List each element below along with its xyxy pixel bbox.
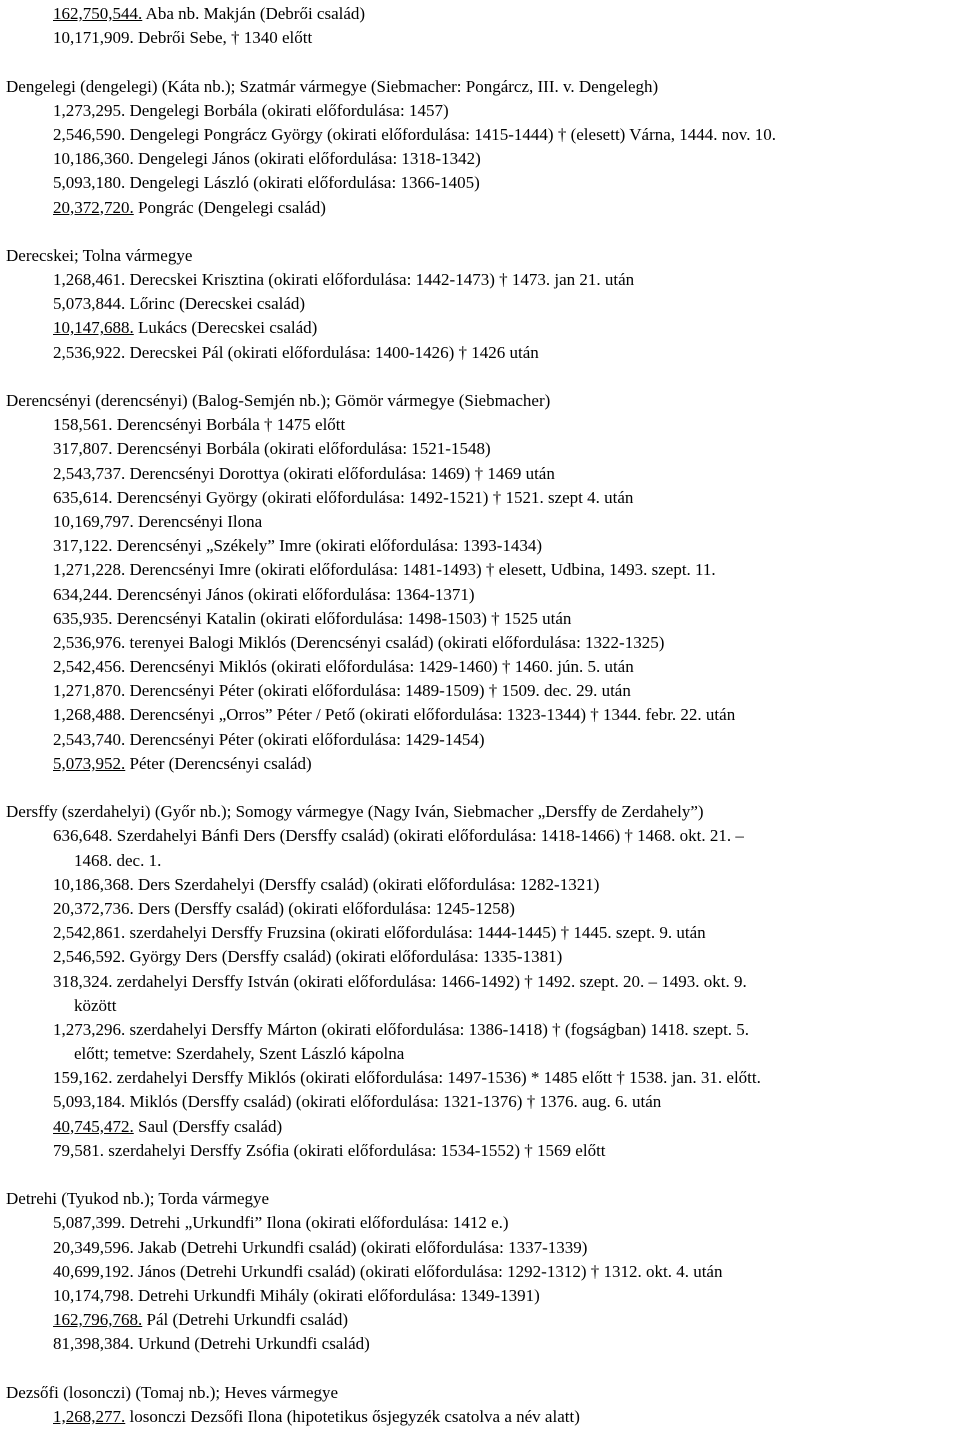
person-entry xyxy=(6,1236,956,1260)
person-entry xyxy=(6,99,956,123)
person-entry xyxy=(6,316,956,340)
person-description: Derencsényi Katalin (okirati előfordulása: 1498-1503) † 1525 után xyxy=(112,608,572,628)
ahnentafel-number: 1,273,295. xyxy=(53,100,126,120)
person-entry xyxy=(6,462,956,486)
person-entry xyxy=(6,945,956,969)
ahnentafel-number: 79,581. xyxy=(53,1140,104,1160)
ahnentafel-number: 1,268,488. xyxy=(53,705,126,725)
ahnentafel-number: 10,186,360. xyxy=(53,149,134,169)
ahnentafel-number: 5,073,844. xyxy=(53,294,126,314)
person-description: Dengelegi János (okirati előfordulása: 1318-1342) xyxy=(133,149,481,169)
person-description: Péter (Derencsényi család) xyxy=(125,753,312,773)
person-description: Derencsényi Imre (okirati előfordulása: 1481-1493) † elesett, Udbina, 1493. szept. 11. xyxy=(125,560,716,580)
person-entry xyxy=(6,413,956,437)
person-description: Lukács (Derecskei család) xyxy=(133,318,318,338)
person-entry xyxy=(6,921,956,945)
person-description: losonczi Dezsőfi Ilona (hipotetikus ősjegyzék csatolva a név alatt) xyxy=(125,1406,580,1426)
blank-line xyxy=(6,776,956,800)
person-entry xyxy=(6,147,956,171)
ahnentafel-number: 5,093,184. xyxy=(53,1092,126,1112)
person-description: Derencsényi György (okirati előfordulása: 1492-1521) † 1521. szept 4. után xyxy=(112,487,634,507)
family-heading: Dersffy (szerdahelyi) (Győr nb.); Somogy vármegye (Nagy Iván, Siebmacher „Dersffy de Zerdahely”) xyxy=(6,802,704,822)
person-entry xyxy=(6,1115,956,1139)
ahnentafel-number: 10,186,368. xyxy=(53,874,134,894)
document-page xyxy=(6,2,956,1429)
family-heading: Derecskei; Tolna vármegye xyxy=(6,245,193,265)
person-entry xyxy=(6,486,956,510)
person-entry xyxy=(6,1211,956,1235)
person-description: zerdahelyi Dersffy Miklós (okirati előfordulása: 1497-1536) * 1485 előtt † 1538. jan. 31. előtt. xyxy=(112,1068,761,1088)
person-description: Pál (Detrehi Urkundfi család) xyxy=(142,1310,349,1330)
person-description: Derencsényi János (okirati előfordulása: 1364-1371) xyxy=(112,584,475,604)
ahnentafel-number: 1,271,228. xyxy=(53,560,126,580)
ahnentafel-number: 317,807. xyxy=(53,439,113,459)
person-description: Dengelegi László (okirati előfordulása: 1366-1405) xyxy=(125,173,480,193)
person-description: Saul (Dersffy család) xyxy=(133,1116,283,1136)
blank-line xyxy=(6,50,956,74)
person-entry xyxy=(6,341,956,365)
ahnentafel-number: 20,372,720. xyxy=(53,197,134,217)
person-description: Derencsényi „Székely” Imre (okirati előfordulása: 1393-1434) xyxy=(112,536,543,556)
ahnentafel-number: 40,745,472. xyxy=(53,1116,134,1136)
person-entry xyxy=(6,1139,956,1163)
person-description: Urkund (Detrehi Urkundfi család) xyxy=(133,1334,370,1354)
ahnentafel-number: 2,542,861. xyxy=(53,923,126,943)
person-description: szerdahelyi Dersffy Fruzsina (okirati előfordulása: 1444-1445) † 1445. szept. 9. után xyxy=(125,923,706,943)
person-entry xyxy=(6,655,956,679)
person-entry xyxy=(6,558,956,582)
person-entry xyxy=(6,510,956,534)
person-description: Derencsényi Péter (okirati előfordulása: 1489-1509) † 1509. dec. 29. után xyxy=(125,681,631,701)
person-description: Dengelegi Borbála (okirati előfordulása: 1457) xyxy=(125,100,449,120)
entry-continuation: 1468. dec. 1. xyxy=(74,850,162,870)
ahnentafel-number: 2,536,976. xyxy=(53,632,126,652)
ahnentafel-number: 1,273,296. xyxy=(53,1019,126,1039)
person-description: Derecskei Pál (okirati előfordulása: 1400-1426) † 1426 után xyxy=(125,342,539,362)
person-entry xyxy=(6,1260,956,1284)
person-entry xyxy=(6,1090,956,1114)
family-heading: Detrehi (Tyukod nb.); Torda vármegye xyxy=(6,1189,270,1209)
family-heading: Dengelegi (dengelegi) (Káta nb.); Szatmár vármegye (Siebmacher: Pongárcz, III. v. Dengelegh) xyxy=(6,76,659,96)
person-entry xyxy=(6,824,956,848)
person-description: Ders (Dersffy család) (okirati előfordulása: 1245-1258) xyxy=(133,898,515,918)
ahnentafel-number: 2,543,740. xyxy=(53,729,126,749)
person-description: Dengelegi Pongrácz György (okirati előfordulása: 1415-1444) † (elesett) Várna, 1444. nov. 10. xyxy=(125,124,776,144)
blank-line xyxy=(6,365,956,389)
person-entry xyxy=(6,171,956,195)
blank-line xyxy=(6,1163,956,1187)
person-description: szerdahelyi Dersffy Zsófia (okirati előfordulása: 1534-1552) † 1569 előtt xyxy=(104,1140,606,1160)
ahnentafel-number: 635,935. xyxy=(53,608,113,628)
ahnentafel-number: 635,614. xyxy=(53,487,113,507)
person-description: Detrehi Urkundfi Mihály (okirati előfordulása: 1349-1391) xyxy=(133,1285,540,1305)
person-entry xyxy=(6,1284,956,1308)
person-entry xyxy=(6,970,956,994)
ahnentafel-number: 5,087,399. xyxy=(53,1213,126,1233)
person-description: Pongrác (Dengelegi család) xyxy=(133,197,326,217)
ahnentafel-number: 81,398,384. xyxy=(53,1334,134,1354)
person-entry xyxy=(6,897,956,921)
person-entry xyxy=(6,752,956,776)
person-description: Debrői Sebe, † 1340 előtt xyxy=(133,28,313,48)
ahnentafel-number: 1,268,277. xyxy=(53,1406,126,1426)
person-description: Lőrinc (Derecskei család) xyxy=(125,294,306,314)
person-description: Derencsényi Borbála † 1475 előtt xyxy=(112,415,346,435)
ahnentafel-number: 10,147,688. xyxy=(53,318,134,338)
ahnentafel-number: 317,122. xyxy=(53,536,113,556)
person-entry xyxy=(6,873,956,897)
person-entry xyxy=(6,607,956,631)
ahnentafel-number: 2,546,592. xyxy=(53,947,126,967)
family-heading: Derencsényi (derencsényi) (Balog-Semjén nb.); Gömör vármegye (Siebmacher) xyxy=(6,391,551,410)
ahnentafel-number: 634,244. xyxy=(53,584,113,604)
person-entry xyxy=(6,703,956,727)
person-description: Detrehi „Urkundfi” Ilona (okirati előfordulása: 1412 e.) xyxy=(125,1213,509,1233)
ahnentafel-number: 2,536,922. xyxy=(53,342,126,362)
person-entry xyxy=(6,2,956,26)
person-entry xyxy=(6,1018,956,1042)
ahnentafel-number: 10,174,798. xyxy=(53,1285,134,1305)
person-description: Aba nb. Makján (Debrői család) xyxy=(142,4,366,23)
ahnentafel-number: 20,349,596. xyxy=(53,1237,134,1257)
person-description: Szerdahelyi Bánfi Ders (Dersffy család) (okirati előfordulása: 1418-1466) † 1468. okt. 21. – xyxy=(112,826,744,846)
person-description: György Ders (Dersffy család) (okirati előfordulása: 1335-1381) xyxy=(125,947,563,967)
ahnentafel-number: 636,648. xyxy=(53,826,113,846)
ahnentafel-number: 10,169,797. xyxy=(53,511,134,531)
person-entry xyxy=(6,1405,956,1429)
ahnentafel-number: 20,372,736. xyxy=(53,898,134,918)
person-description: Derencsényi Péter (okirati előfordulása: 1429-1454) xyxy=(125,729,485,749)
ahnentafel-number: 2,546,590. xyxy=(53,124,126,144)
person-entry xyxy=(6,534,956,558)
person-entry xyxy=(6,1308,956,1332)
ahnentafel-number: 2,542,456. xyxy=(53,657,126,677)
person-entry xyxy=(6,631,956,655)
person-entry xyxy=(6,196,956,220)
blank-line xyxy=(6,1357,956,1381)
ahnentafel-number: 162,796,768. xyxy=(53,1310,143,1330)
person-entry xyxy=(6,123,956,147)
person-description: Derencsényi Ilona xyxy=(133,511,263,531)
ahnentafel-number: 5,093,180. xyxy=(53,173,126,193)
person-description: zerdahelyi Dersffy István (okirati előfordulása: 1466-1492) † 1492. szept. 20. – 1493. okt. 9. xyxy=(112,971,747,991)
ahnentafel-number: 10,171,909. xyxy=(53,28,134,48)
person-description: szerdahelyi Dersffy Márton (okirati előfordulása: 1386-1418) † (fogságban) 1418. szept. 5. xyxy=(125,1019,750,1039)
ahnentafel-number: 5,073,952. xyxy=(53,753,126,773)
ahnentafel-number: 1,271,870. xyxy=(53,681,126,701)
ahnentafel-number: 162,750,544. xyxy=(53,4,143,23)
person-entry xyxy=(6,728,956,752)
person-description: Derencsényi „Orros” Péter / Pető (okirati előfordulása: 1323-1344) † 1344. febr. 22. után xyxy=(125,705,736,725)
person-description: Jakab (Detrehi Urkundfi család) (okirati előfordulása: 1337-1339) xyxy=(133,1237,588,1257)
person-description: Derencsényi Borbála (okirati előfordulása: 1521-1548) xyxy=(112,439,491,459)
person-entry xyxy=(6,1066,956,1090)
person-description: Derecskei Krisztina (okirati előfordulása: 1442-1473) † 1473. jan 21. után xyxy=(125,270,635,290)
ahnentafel-number: 159,162. xyxy=(53,1068,113,1088)
ahnentafel-number: 318,324. xyxy=(53,971,113,991)
entry-continuation: előtt; temetve: Szerdahely, Szent László kápolna xyxy=(74,1044,405,1064)
person-entry xyxy=(6,292,956,316)
blank-line xyxy=(6,220,956,244)
person-description: Ders Szerdahelyi (Dersffy család) (okirati előfordulása: 1282-1321) xyxy=(133,874,600,894)
person-description: Derencsényi Miklós (okirati előfordulása: 1429-1460) † 1460. jún. 5. után xyxy=(125,657,634,677)
ahnentafel-number: 40,699,192. xyxy=(53,1261,134,1281)
ahnentafel-number: 158,561. xyxy=(53,415,113,435)
person-entry xyxy=(6,268,956,292)
ahnentafel-number: 1,268,461. xyxy=(53,270,126,290)
family-heading: Dezsőfi (losonczi) (Tomaj nb.); Heves vármegye xyxy=(6,1382,339,1402)
person-description: János (Detrehi Urkundfi család) (okirati előfordulása: 1292-1312) † 1312. okt. 4. után xyxy=(133,1261,723,1281)
person-entry xyxy=(6,679,956,703)
ahnentafel-number: 2,543,737. xyxy=(53,463,126,483)
person-description: terenyei Balogi Miklós (Derencsényi család) (okirati előfordulása: 1322-1325) xyxy=(125,632,665,652)
person-description: Miklós (Dersffy család) (okirati előfordulása: 1321-1376) † 1376. aug. 6. után xyxy=(125,1092,662,1112)
person-entry xyxy=(6,26,956,50)
person-entry xyxy=(6,437,956,461)
person-entry xyxy=(6,1332,956,1356)
person-description: Derencsényi Dorottya (okirati előfordulása: 1469) † 1469 után xyxy=(125,463,555,483)
person-entry xyxy=(6,583,956,607)
entry-continuation: között xyxy=(74,995,117,1015)
